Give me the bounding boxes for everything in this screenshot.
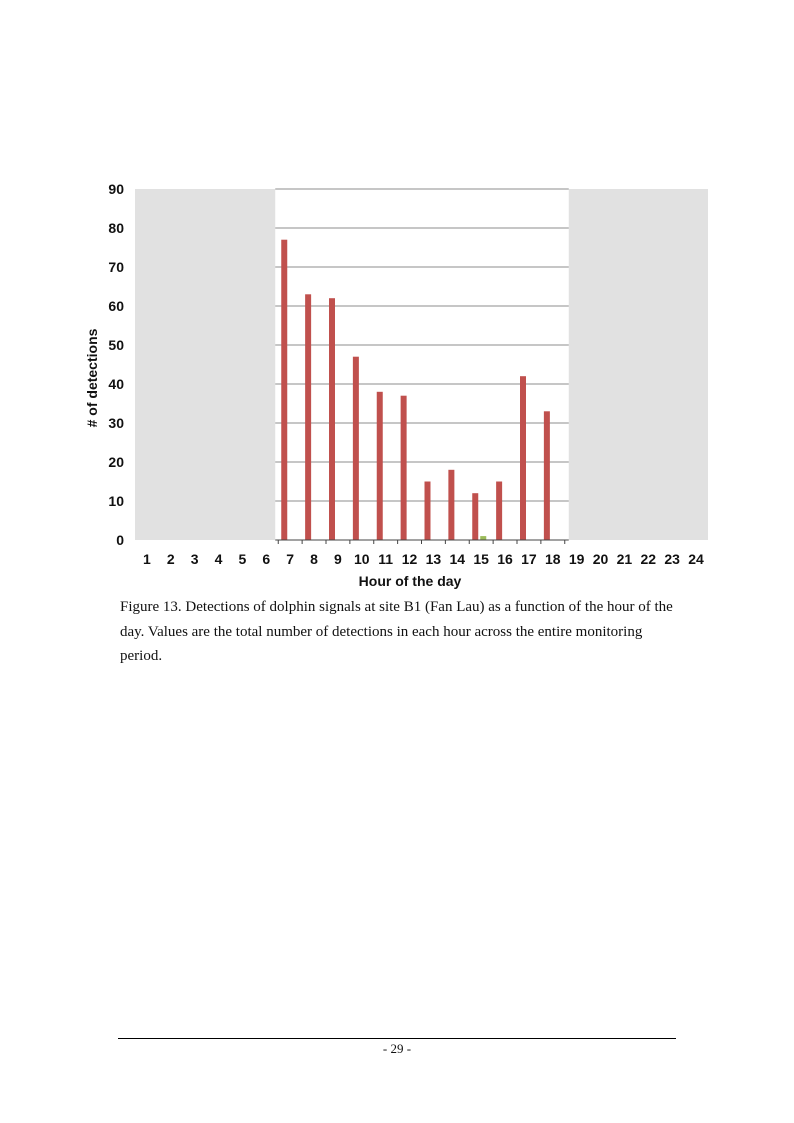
shaded-hours-region [569,189,708,540]
bar [401,396,407,540]
bar [520,376,526,540]
bars [281,240,550,540]
bar [329,298,335,540]
x-tick-label: 24 [688,551,704,567]
x-tick-label: 9 [334,551,342,567]
bar [425,482,431,541]
x-tick-label: 13 [425,551,442,567]
y-tick-label: 50 [108,337,124,353]
y-tick-label: 90 [108,181,124,197]
x-tick-label: 10 [354,551,370,567]
x-tick-label: 3 [190,551,199,567]
x-tick-label: 21 [616,551,633,567]
bar [305,294,311,540]
bar [281,240,287,540]
y-tick-label: 10 [108,493,124,509]
x-tick-label: 16 [497,551,513,567]
night-shading [135,189,708,540]
bar [377,392,383,540]
bar [353,357,359,540]
bar [448,470,454,540]
x-tick-label: 23 [664,551,680,567]
x-tick-label: 1 [143,551,151,567]
page-number: - 29 - [382,1041,412,1056]
x-tick-label: 8 [310,551,318,567]
y-tick-label: 30 [108,415,124,431]
y-tick-label: 60 [108,298,124,314]
y-tick-label: 70 [108,259,124,275]
x-tick-label: 7 [286,551,295,567]
bar [472,493,478,540]
x-tick-label: 2 [166,551,175,567]
x-tick-label: 19 [568,551,585,567]
bar [480,536,486,540]
x-tick-label: 6 [262,551,271,567]
figure-caption: Figure 13. Detections of dolphin signals at site B1 (Fan Lau) as a function of the hour of the day. Values are the total number of detections in each hour across the entire monitoring period. [120,599,673,664]
y-tick-label: 20 [108,454,124,470]
shaded-hours-region [135,189,275,540]
y-axis-title: # of detections [84,328,100,428]
x-tick-label: 20 [592,551,609,567]
bar [496,482,502,541]
x-tick-label: 14 [449,551,466,567]
x-axis-title: Hour of the day [358,573,462,589]
x-tick-label: 22 [640,551,657,567]
footer-divider [118,1038,676,1039]
x-tick-label: 17 [521,551,537,567]
x-tick-label: 4 [214,551,223,567]
x-tick-label: 18 [545,551,561,567]
axes [275,540,569,544]
x-tick-label: 12 [401,551,418,567]
x-tick-label: 5 [238,551,247,567]
y-tick-label: 80 [108,220,124,236]
x-tick-label: 15 [473,551,489,567]
y-tick-label: 40 [108,376,124,392]
bar [544,411,550,540]
y-tick-label: 0 [116,532,124,548]
x-tick-label: 11 [378,551,394,567]
